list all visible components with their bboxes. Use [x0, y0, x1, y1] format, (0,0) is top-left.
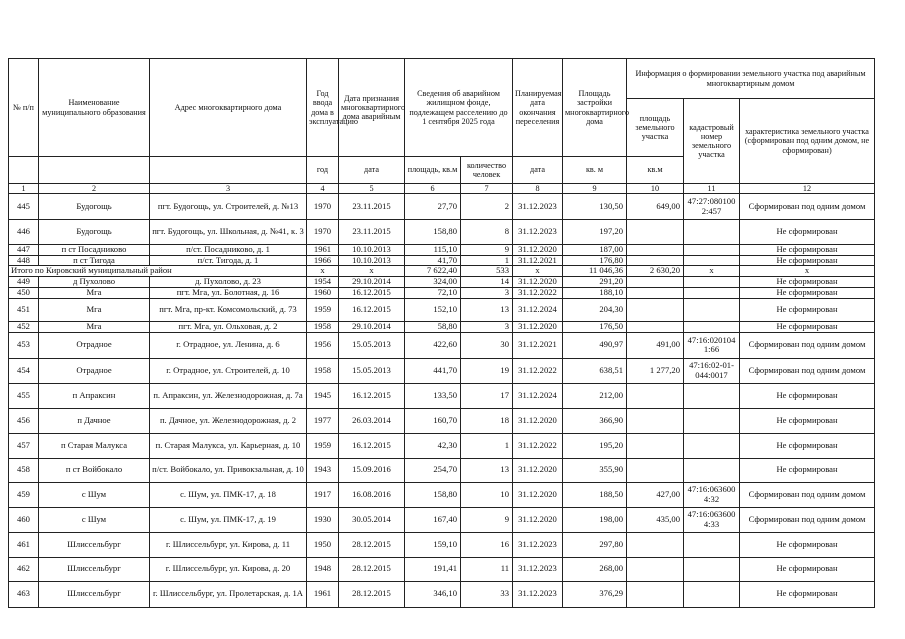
row-date: 15.05.2013: [339, 358, 405, 383]
row-build-area: 187,00: [563, 245, 627, 256]
row-land-area: [627, 288, 684, 299]
row-cad-num: [684, 299, 740, 322]
table-row: [9, 433, 875, 458]
column-number: 6: [405, 184, 461, 194]
row-date: 28.12.2015: [339, 532, 405, 557]
row-cad-num: [684, 322, 740, 333]
row-year: 1977: [307, 408, 339, 433]
row-plan-date: 31.12.2024: [513, 299, 563, 322]
table-row: [9, 581, 875, 607]
table-row: [9, 557, 875, 581]
row-municipality: Шлиссельбург: [39, 532, 150, 557]
unit-sqm: кв. м: [563, 157, 627, 184]
row-area: 167,40: [405, 507, 461, 532]
row-cad-num: [684, 255, 740, 266]
row-land-char: Не сформирован: [740, 383, 875, 408]
row-land-char: Не сформирован: [740, 220, 875, 245]
row-plan-date: 31.12.2021: [513, 255, 563, 266]
row-address: г. Шлиссельбург, ул. Пролетарская, д. 1А: [150, 581, 307, 607]
row-year: 1958: [307, 358, 339, 383]
row-land-char: Сформирован под одним домом: [740, 507, 875, 532]
column-number: 7: [461, 184, 513, 194]
row-area: 160,70: [405, 408, 461, 433]
row-plan-date: 31.12.2020: [513, 245, 563, 256]
row-build-area: 188,50: [563, 482, 627, 507]
row-number: 463: [9, 581, 39, 607]
row-area: 158,80: [405, 482, 461, 507]
row-build-area: 176,50: [563, 322, 627, 333]
row-build-area: 490,97: [563, 332, 627, 358]
column-number: 4: [307, 184, 339, 194]
row-number: 455: [9, 383, 39, 408]
row-people: 8: [461, 220, 513, 245]
row-date: 26.03.2014: [339, 408, 405, 433]
row-year: 1970: [307, 220, 339, 245]
row-municipality: Мга: [39, 288, 150, 299]
row-cad-num: [684, 245, 740, 256]
row-plan-date: 31.12.2020: [513, 408, 563, 433]
unit-empty: [150, 157, 307, 184]
total-date: x: [339, 266, 405, 277]
row-address: п/ст. Тигода, д. 1: [150, 255, 307, 266]
row-land-char: Не сформирован: [740, 458, 875, 482]
row-people: 13: [461, 458, 513, 482]
header-date-emergency: Дата признания многоквартирного дома аварийным: [339, 59, 405, 157]
unit-area: площадь, кв.м: [405, 157, 461, 184]
row-land-char: Не сформирован: [740, 557, 875, 581]
row-build-area: 197,20: [563, 220, 627, 245]
unit-sqm2: кв.м: [627, 157, 684, 184]
row-date: 28.12.2015: [339, 557, 405, 581]
row-area: 133,50: [405, 383, 461, 408]
row-date: 23.11.2015: [339, 194, 405, 220]
row-area: 191,41: [405, 557, 461, 581]
row-land-char: Не сформирован: [740, 581, 875, 607]
row-area: 152,10: [405, 299, 461, 322]
row-address: п. Дачное, ул. Железнодорожная, д. 2: [150, 408, 307, 433]
row-plan-date: 31.12.2023: [513, 581, 563, 607]
row-number: 449: [9, 277, 39, 288]
row-area: 324,00: [405, 277, 461, 288]
unit-year: год: [307, 157, 339, 184]
row-cad-num: [684, 383, 740, 408]
row-land-char: Не сформирован: [740, 288, 875, 299]
row-date: 16.12.2015: [339, 299, 405, 322]
row-date: 29.10.2014: [339, 277, 405, 288]
row-land-area: [627, 383, 684, 408]
row-people: 11: [461, 557, 513, 581]
header-mo: Наименование муниципального образования: [39, 59, 150, 157]
row-address: п. Старая Малукса, ул. Карьерная, д. 10: [150, 433, 307, 458]
row-plan-date: 31.12.2023: [513, 220, 563, 245]
row-cad-num: [684, 408, 740, 433]
row-address: д. Пухолово, д. 23: [150, 277, 307, 288]
table-row: [9, 220, 875, 245]
row-land-area: [627, 322, 684, 333]
header-land-char: характеристика земельного участка (сформирован под одним домом, не сформирован): [740, 99, 875, 184]
row-cad-num: [684, 277, 740, 288]
row-land-area: 649,00: [627, 194, 684, 220]
row-land-area: [627, 277, 684, 288]
row-year: 1960: [307, 288, 339, 299]
row-plan-date: 31.12.2020: [513, 507, 563, 532]
row-cad-num: 47:16:020104 1:66: [684, 332, 740, 358]
row-plan-date: 31.12.2022: [513, 358, 563, 383]
row-people: 19: [461, 358, 513, 383]
total-year: x: [307, 266, 339, 277]
header-fund-info: Сведения об аварийном жилищном фонде, подлежащем расселению до 1 сентября 2025 года: [405, 59, 513, 157]
table-row: [9, 194, 875, 220]
row-land-char: Не сформирован: [740, 433, 875, 458]
row-land-char: Сформирован под одним домом: [740, 332, 875, 358]
row-address: с. Шум, ул. ПМК-17, д. 18: [150, 482, 307, 507]
row-area: 41,70: [405, 255, 461, 266]
unit-empty: [39, 157, 150, 184]
row-land-area: [627, 581, 684, 607]
row-land-char: Сформирован под одним домом: [740, 358, 875, 383]
row-cad-num: 47:27:080100 2:457: [684, 194, 740, 220]
row-build-area: 195,20: [563, 433, 627, 458]
row-land-area: [627, 220, 684, 245]
row-area: 115,10: [405, 245, 461, 256]
row-municipality: Будогощь: [39, 194, 150, 220]
row-address: пгт. Будогощь, ул. Школьная, д. №41, к. 3: [150, 220, 307, 245]
row-land-char: Не сформирован: [740, 255, 875, 266]
row-build-area: 376,29: [563, 581, 627, 607]
row-municipality: Отрадное: [39, 358, 150, 383]
row-people: 1: [461, 255, 513, 266]
row-municipality: Шлиссельбург: [39, 581, 150, 607]
row-land-char: Не сформирован: [740, 532, 875, 557]
row-cad-num: [684, 433, 740, 458]
row-address: пгт. Будогощь, ул. Строителей, д. №13: [150, 194, 307, 220]
table-row: [9, 482, 875, 507]
header-year-built: Год ввода дома в эксплуатацию: [307, 59, 339, 157]
row-date: 16.08.2016: [339, 482, 405, 507]
total-area: 7 622,40: [405, 266, 461, 277]
row-area: 159,10: [405, 532, 461, 557]
row-build-area: 355,90: [563, 458, 627, 482]
row-address: г. Шлиссельбург, ул. Кирова, д. 11: [150, 532, 307, 557]
row-people: 1: [461, 433, 513, 458]
row-plan-date: 31.12.2023: [513, 532, 563, 557]
column-number: 3: [150, 184, 307, 194]
table-row: [9, 288, 875, 299]
table-row: [9, 245, 875, 256]
column-number: 12: [740, 184, 875, 194]
total-char: x: [740, 266, 875, 277]
row-plan-date: 31.12.2022: [513, 288, 563, 299]
row-build-area: 366,90: [563, 408, 627, 433]
row-plan-date: 31.12.2020: [513, 322, 563, 333]
row-year: 1956: [307, 332, 339, 358]
row-number: 447: [9, 245, 39, 256]
row-address: пгт. Мга, пр-кт. Комсомольский, д. 73: [150, 299, 307, 322]
row-plan-date: 31.12.2023: [513, 194, 563, 220]
row-land-area: [627, 532, 684, 557]
row-year: 1966: [307, 255, 339, 266]
row-land-area: [627, 557, 684, 581]
row-year: 1959: [307, 299, 339, 322]
row-land-area: [627, 433, 684, 458]
row-year: 1950: [307, 532, 339, 557]
row-number: 450: [9, 288, 39, 299]
row-date: 15.09.2016: [339, 458, 405, 482]
row-cad-num: [684, 532, 740, 557]
row-municipality: д Пухолово: [39, 277, 150, 288]
row-municipality: п Дачное: [39, 408, 150, 433]
row-date: 16.12.2015: [339, 288, 405, 299]
table-row: [9, 322, 875, 333]
row-land-area: [627, 255, 684, 266]
row-municipality: п ст Тигода: [39, 255, 150, 266]
total-people: 533: [461, 266, 513, 277]
row-land-area: 491,00: [627, 332, 684, 358]
row-date: 29.10.2014: [339, 322, 405, 333]
row-area: 441,70: [405, 358, 461, 383]
row-municipality: п Апраксин: [39, 383, 150, 408]
row-date: 28.12.2015: [339, 581, 405, 607]
row-municipality: с Шум: [39, 482, 150, 507]
column-number: 1: [9, 184, 39, 194]
row-year: 1961: [307, 245, 339, 256]
row-municipality: п ст Войбокало: [39, 458, 150, 482]
row-area: 27,70: [405, 194, 461, 220]
row-cad-num: 47:16:063600 4:33: [684, 507, 740, 532]
total-land-area: 2 630,20: [627, 266, 684, 277]
row-area: 58,80: [405, 322, 461, 333]
column-number: 11: [684, 184, 740, 194]
row-land-char: Не сформирован: [740, 299, 875, 322]
row-year: 1943: [307, 458, 339, 482]
table-row: [9, 383, 875, 408]
row-land-char: Не сформирован: [740, 408, 875, 433]
column-number: 9: [563, 184, 627, 194]
row-plan-date: 31.12.2022: [513, 433, 563, 458]
row-municipality: п Старая Малукса: [39, 433, 150, 458]
row-land-char: Сформирован под одним домом: [740, 482, 875, 507]
row-area: 72,10: [405, 288, 461, 299]
total-plan: x: [513, 266, 563, 277]
column-number: 2: [39, 184, 150, 194]
row-plan-date: 31.12.2023: [513, 557, 563, 581]
row-address: пгт. Мга, ул. Ольховая, д. 2: [150, 322, 307, 333]
column-number: 10: [627, 184, 684, 194]
row-number: 461: [9, 532, 39, 557]
row-area: 158,80: [405, 220, 461, 245]
row-build-area: 130,50: [563, 194, 627, 220]
row-address: п/ст. Войбокало, ул. Привокзальная, д. 10: [150, 458, 307, 482]
row-people: 3: [461, 322, 513, 333]
row-number: 445: [9, 194, 39, 220]
row-municipality: с Шум: [39, 507, 150, 532]
row-cad-num: [684, 220, 740, 245]
row-number: 456: [9, 408, 39, 433]
row-people: 17: [461, 383, 513, 408]
row-date: 15.05.2013: [339, 332, 405, 358]
row-number: 453: [9, 332, 39, 358]
row-land-area: 435,00: [627, 507, 684, 532]
row-build-area: 204,30: [563, 299, 627, 322]
row-municipality: п ст Посадниково: [39, 245, 150, 256]
row-land-char: Сформирован под одним домом: [740, 194, 875, 220]
row-area: 254,70: [405, 458, 461, 482]
row-plan-date: 31.12.2024: [513, 383, 563, 408]
header-address: Адрес многоквартирного дома: [150, 59, 307, 157]
table-row: [9, 299, 875, 322]
row-cad-num: [684, 288, 740, 299]
total-build: 11 046,36: [563, 266, 627, 277]
row-date: 30.05.2014: [339, 507, 405, 532]
row-plan-date: 31.12.2021: [513, 332, 563, 358]
row-year: 1945: [307, 383, 339, 408]
row-year: 1917: [307, 482, 339, 507]
row-cad-num: [684, 458, 740, 482]
table-row: [9, 532, 875, 557]
table-row: [9, 458, 875, 482]
header-land-info: Информация о формировании земельного участка под аварийным многоквартирным домом: [627, 59, 875, 99]
row-address: п/ст. Посадниково, д. 1: [150, 245, 307, 256]
header-build-area: Площадь застройки многоквартирного дома: [563, 59, 627, 157]
row-build-area: 176,80: [563, 255, 627, 266]
row-people: 14: [461, 277, 513, 288]
row-area: 346,10: [405, 581, 461, 607]
row-date: 23.11.2015: [339, 220, 405, 245]
row-cad-num: 47:16:063600 4:32: [684, 482, 740, 507]
row-land-char: Не сформирован: [740, 245, 875, 256]
row-people: 18: [461, 408, 513, 433]
row-year: 1970: [307, 194, 339, 220]
row-build-area: 291,20: [563, 277, 627, 288]
total-label: Итого по Кировский муниципальный район: [9, 266, 307, 277]
row-number: 446: [9, 220, 39, 245]
table-row: [9, 507, 875, 532]
row-year: 1958: [307, 322, 339, 333]
row-cad-num: 47:16:02-01-044:0017: [684, 358, 740, 383]
row-number: 452: [9, 322, 39, 333]
total-cad: x: [684, 266, 740, 277]
row-people: 9: [461, 245, 513, 256]
row-build-area: 268,00: [563, 557, 627, 581]
row-number: 454: [9, 358, 39, 383]
row-land-char: Не сформирован: [740, 322, 875, 333]
row-address: г. Шлиссельбург, ул. Кирова, д. 20: [150, 557, 307, 581]
row-date: 10.10.2013: [339, 245, 405, 256]
row-plan-date: 31.12.2020: [513, 277, 563, 288]
row-land-area: [627, 299, 684, 322]
row-number: 462: [9, 557, 39, 581]
row-land-char: Не сформирован: [740, 277, 875, 288]
row-address: г. Отрадное, ул. Ленина, д. 6: [150, 332, 307, 358]
row-build-area: 188,10: [563, 288, 627, 299]
header-plan-date: Планируемая дата окончания переселения: [513, 59, 563, 157]
unit-empty: [9, 157, 39, 184]
row-land-area: [627, 245, 684, 256]
row-municipality: Отрадное: [39, 332, 150, 358]
row-number: 459: [9, 482, 39, 507]
column-number: 5: [339, 184, 405, 194]
row-number: 460: [9, 507, 39, 532]
row-plan-date: 31.12.2020: [513, 482, 563, 507]
row-number: 457: [9, 433, 39, 458]
emergency-housing-table: [8, 58, 875, 608]
row-number: 451: [9, 299, 39, 322]
column-number: 8: [513, 184, 563, 194]
header-land-area: площадь земельного участка: [627, 99, 684, 157]
row-people: 33: [461, 581, 513, 607]
row-date: 16.12.2015: [339, 433, 405, 458]
table-row: [9, 408, 875, 433]
row-municipality: Шлиссельбург: [39, 557, 150, 581]
row-address: пгт. Мга, ул. Болотная, д. 16: [150, 288, 307, 299]
row-date: 16.12.2015: [339, 383, 405, 408]
row-year: 1959: [307, 433, 339, 458]
row-year: 1948: [307, 557, 339, 581]
row-people: 16: [461, 532, 513, 557]
row-plan-date: 31.12.2020: [513, 458, 563, 482]
row-municipality: Будогощь: [39, 220, 150, 245]
unit-date: дата: [339, 157, 405, 184]
row-land-area: [627, 458, 684, 482]
table-row: [9, 277, 875, 288]
row-address: г. Отрадное, ул. Строителей, д. 10: [150, 358, 307, 383]
row-land-area: [627, 408, 684, 433]
row-land-area: 1 277,20: [627, 358, 684, 383]
row-land-area: 427,00: [627, 482, 684, 507]
table-row: [9, 358, 875, 383]
row-municipality: Мга: [39, 299, 150, 322]
row-build-area: 212,00: [563, 383, 627, 408]
row-cad-num: [684, 557, 740, 581]
row-area: 422,60: [405, 332, 461, 358]
row-people: 30: [461, 332, 513, 358]
row-year: 1930: [307, 507, 339, 532]
row-address: п. Апраксин, ул. Железнодорожная, д. 7а: [150, 383, 307, 408]
row-municipality: Мга: [39, 322, 150, 333]
row-date: 10.10.2013: [339, 255, 405, 266]
column-number-row: [9, 184, 875, 194]
row-build-area: 297,80: [563, 532, 627, 557]
table-row: [9, 332, 875, 358]
row-build-area: 198,00: [563, 507, 627, 532]
row-people: 3: [461, 288, 513, 299]
document-table-container: [8, 58, 874, 608]
row-cad-num: [684, 581, 740, 607]
row-address: с. Шум, ул. ПМК-17, д. 19: [150, 507, 307, 532]
table-row: [9, 255, 875, 266]
row-people: 9: [461, 507, 513, 532]
row-people: 13: [461, 299, 513, 322]
total-row: [9, 266, 875, 277]
row-people: 2: [461, 194, 513, 220]
unit-date2: дата: [513, 157, 563, 184]
row-number: 458: [9, 458, 39, 482]
row-build-area: 638,51: [563, 358, 627, 383]
row-area: 42,30: [405, 433, 461, 458]
row-people: 10: [461, 482, 513, 507]
row-year: 1954: [307, 277, 339, 288]
header-num: № п/п: [9, 59, 39, 157]
unit-people: количество человек: [461, 157, 513, 184]
header-cad-num: кадастровый номер земельного участка: [684, 99, 740, 184]
row-year: 1961: [307, 581, 339, 607]
row-number: 448: [9, 255, 39, 266]
